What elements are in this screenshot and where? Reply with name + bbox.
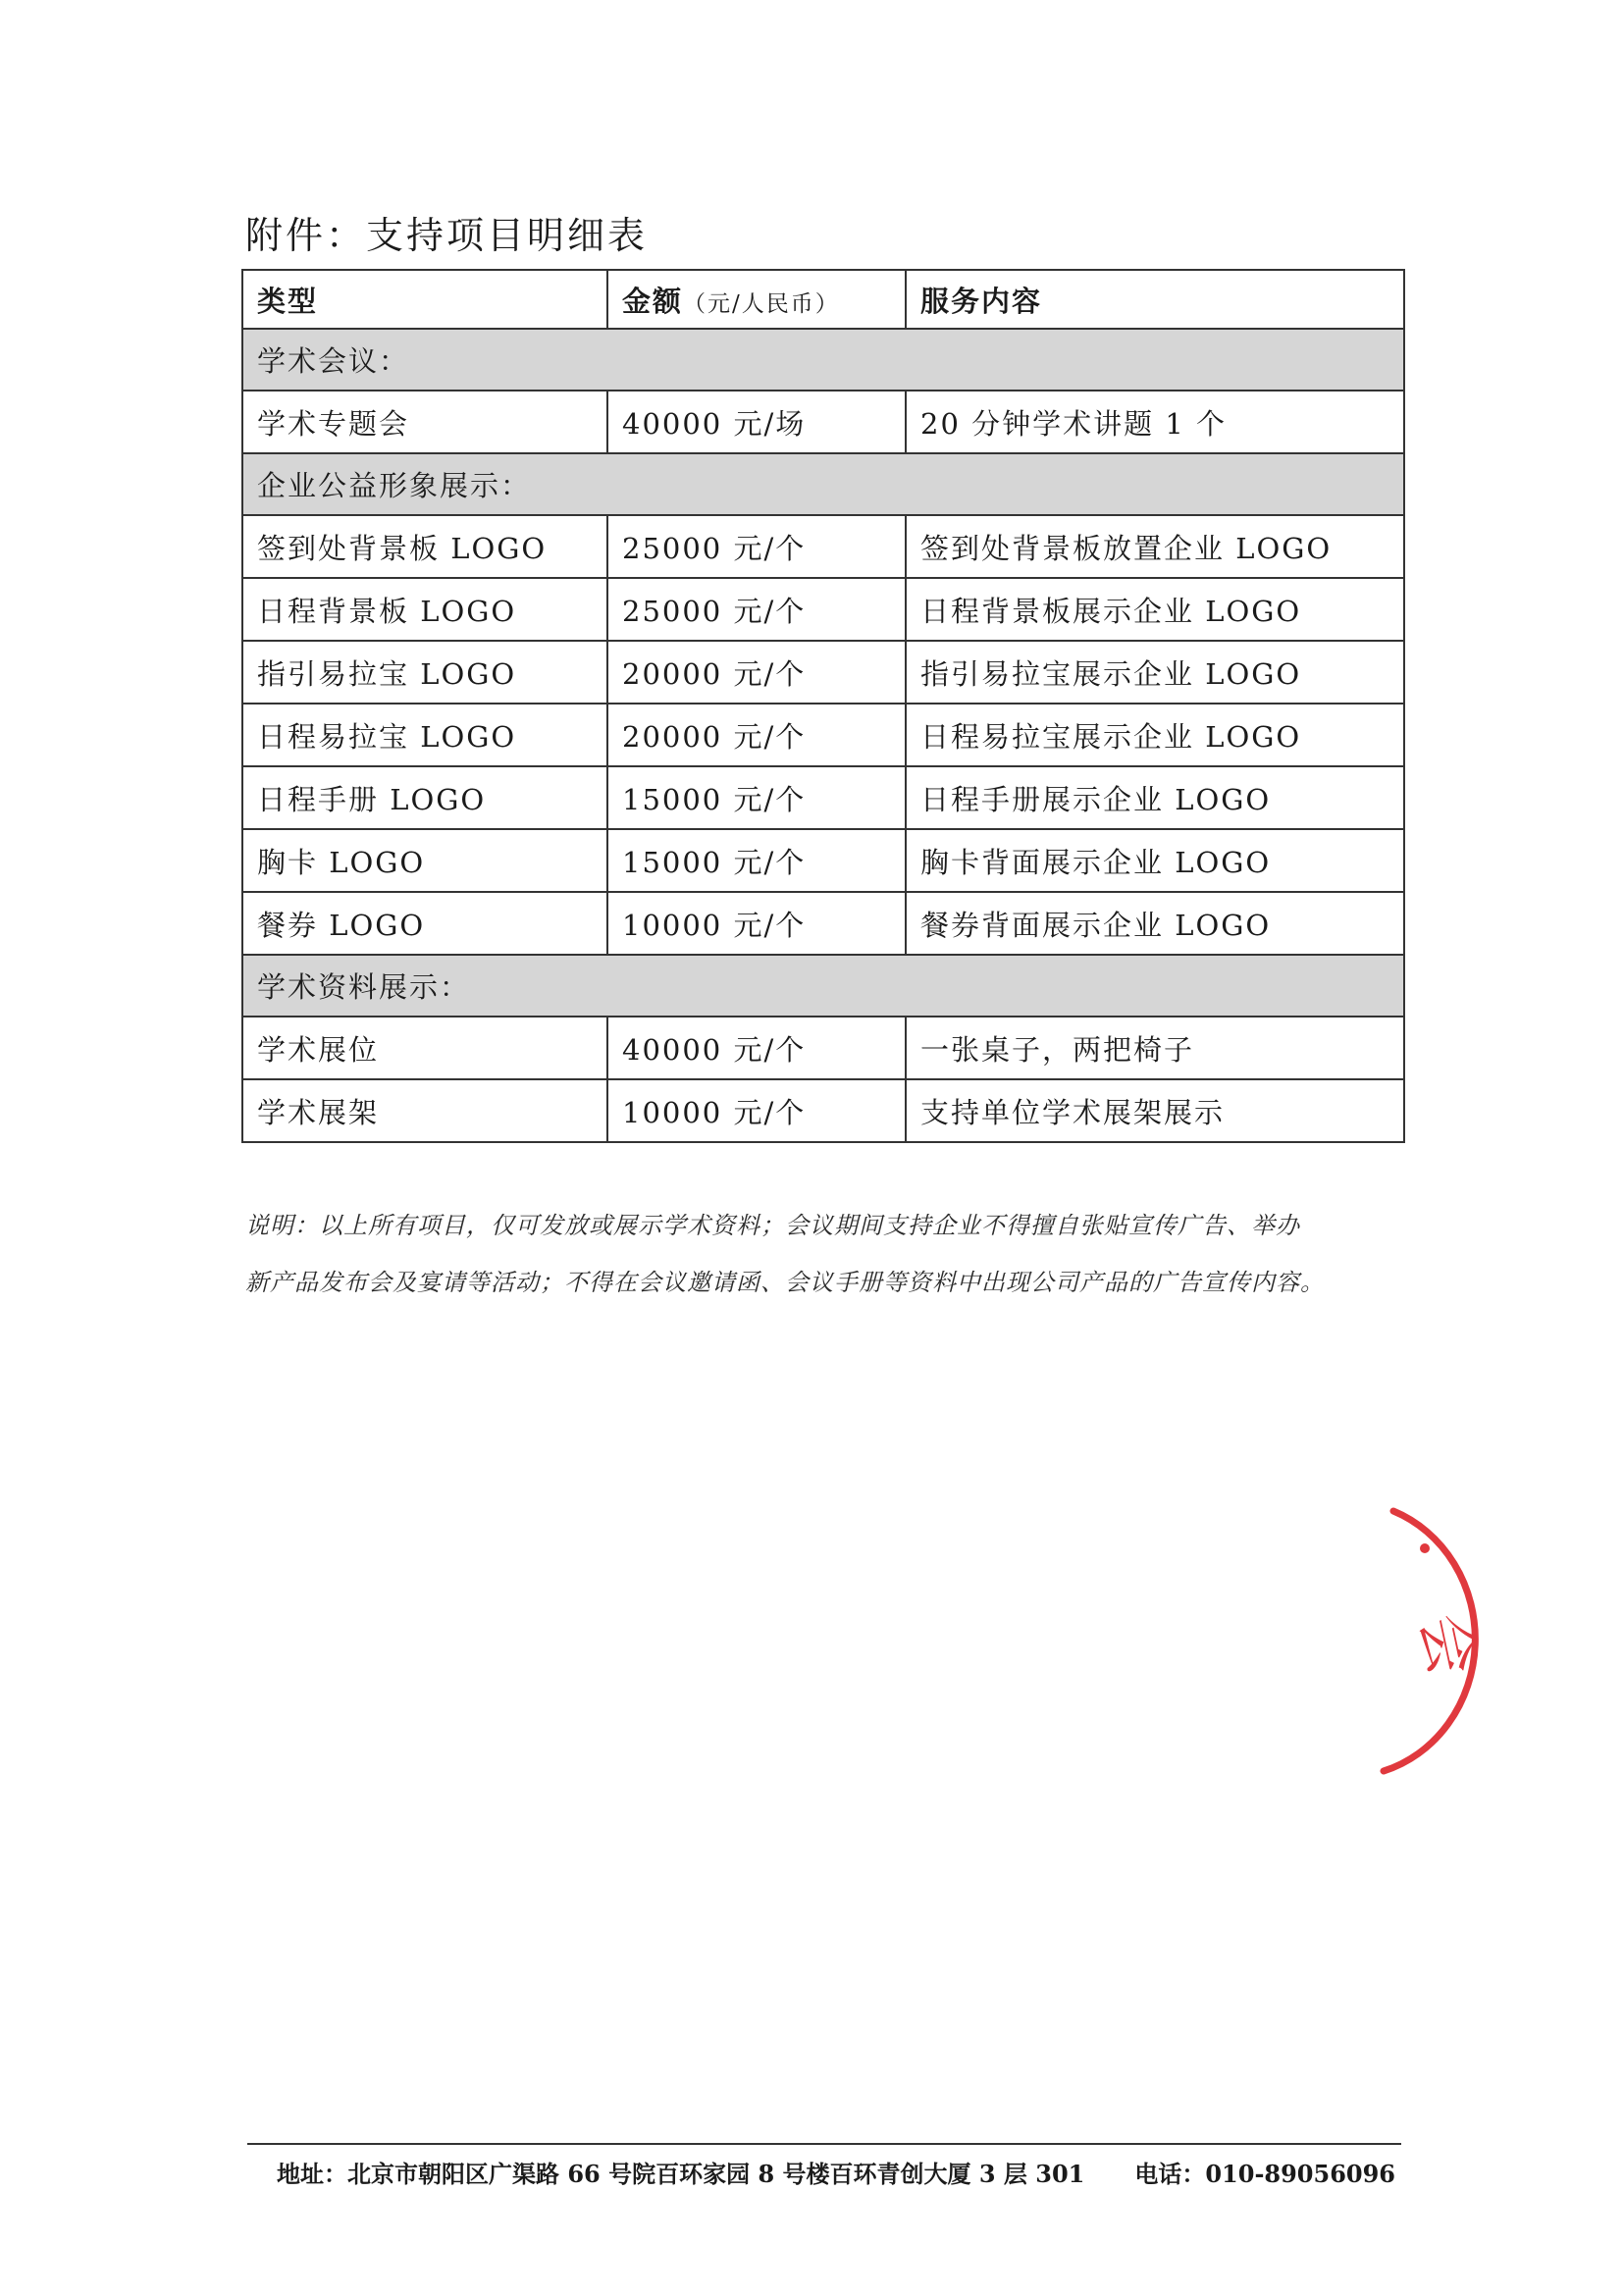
cell-amount: 40000 元/场: [607, 391, 906, 453]
cell-amount: 25000 元/个: [607, 515, 906, 578]
header-amount-label: 金额: [622, 284, 684, 318]
cell-type: 签到处背景板 LOGO: [242, 515, 607, 578]
table-row: [242, 641, 1404, 704]
cell-service: 餐券背面展示企业 LOGO: [906, 892, 1404, 955]
cell-amount: 25000 元/个: [607, 578, 906, 641]
cell-amount: 10000 元/个: [607, 892, 906, 955]
cell-amount: 15000 元/个: [607, 829, 906, 892]
footer-phone: 电话：010-89056096: [1134, 2160, 1395, 2188]
cell-service: 日程手册展示企业 LOGO: [906, 766, 1404, 829]
cell-service: 签到处背景板放置企业 LOGO: [906, 515, 1404, 578]
page-title: 附件：支持项目明细表: [245, 214, 649, 257]
cell-service: 指引易拉宝展示企业 LOGO: [906, 641, 1404, 704]
table-row: [242, 391, 1404, 453]
cell-amount: 40000 元/个: [607, 1017, 906, 1079]
footer-address: 地址：北京市朝阳区广渠路 66 号院百环家园 8 号楼百环青创大厦 3 层 301: [277, 2160, 1085, 2188]
cell-amount: 15000 元/个: [607, 766, 906, 829]
cell-type: 学术专题会: [242, 391, 607, 453]
section-label: 企业公益形象展示：: [242, 453, 1404, 515]
cell-service: 一张桌子，两把椅子: [906, 1017, 1404, 1079]
section-label: 学术会议：: [242, 329, 1404, 391]
section-label: 学术资料展示：: [242, 955, 1404, 1017]
section-row: [242, 329, 1404, 391]
cell-type: 日程背景板 LOGO: [242, 578, 607, 641]
header-amount-unit: （元/人民币）: [683, 290, 840, 317]
cell-type: 日程手册 LOGO: [242, 766, 607, 829]
official-seal-stamp: [1276, 1491, 1511, 1786]
table-row: [242, 1017, 1404, 1079]
cell-amount: 20000 元/个: [607, 704, 906, 766]
seal-dot: [1420, 1543, 1430, 1553]
cell-service: 日程易拉宝展示企业 LOGO: [906, 704, 1404, 766]
table-row: [242, 1079, 1404, 1142]
cell-service: 20 分钟学术讲题 1 个: [906, 391, 1404, 453]
table-row: [242, 515, 1404, 578]
cell-type: 学术展位: [242, 1017, 607, 1079]
cell-type: 指引易拉宝 LOGO: [242, 641, 607, 704]
section-row: [242, 453, 1404, 515]
cell-amount: 20000 元/个: [607, 641, 906, 704]
table-row: [242, 766, 1404, 829]
table-row: [242, 578, 1404, 641]
section-row: [242, 955, 1404, 1017]
seal-text: 会: [1406, 1607, 1490, 1682]
header-service: 服务内容: [906, 270, 1404, 329]
cell-type: 学术展架: [242, 1079, 607, 1142]
table-row: [242, 829, 1404, 892]
support-items-table: [241, 269, 1405, 1143]
note-line-1: 说明：以上所有项目，仅可发放或展示学术资料；会议期间支持企业不得擅自张贴宣传广告、举办: [245, 1212, 1300, 1239]
table-row: [242, 892, 1404, 955]
cell-service: 日程背景板展示企业 LOGO: [906, 578, 1404, 641]
cell-amount: 10000 元/个: [607, 1079, 906, 1142]
table-header-row: [242, 270, 1404, 329]
note-line-2: 新产品发布会及宴请等活动；不得在会议邀请函、会议手册等资料中出现公司产品的广告宣传内容。: [245, 1269, 1325, 1296]
cell-service: 支持单位学术展架展示: [906, 1079, 1404, 1142]
cell-type: 餐券 LOGO: [242, 892, 607, 955]
cell-type: 日程易拉宝 LOGO: [242, 704, 607, 766]
footer-divider: [247, 2143, 1401, 2145]
cell-service: 胸卡背面展示企业 LOGO: [906, 829, 1404, 892]
table-row: [242, 704, 1404, 766]
header-amount: [607, 270, 906, 329]
cell-type: 胸卡 LOGO: [242, 829, 607, 892]
header-type: 类型: [242, 270, 607, 329]
